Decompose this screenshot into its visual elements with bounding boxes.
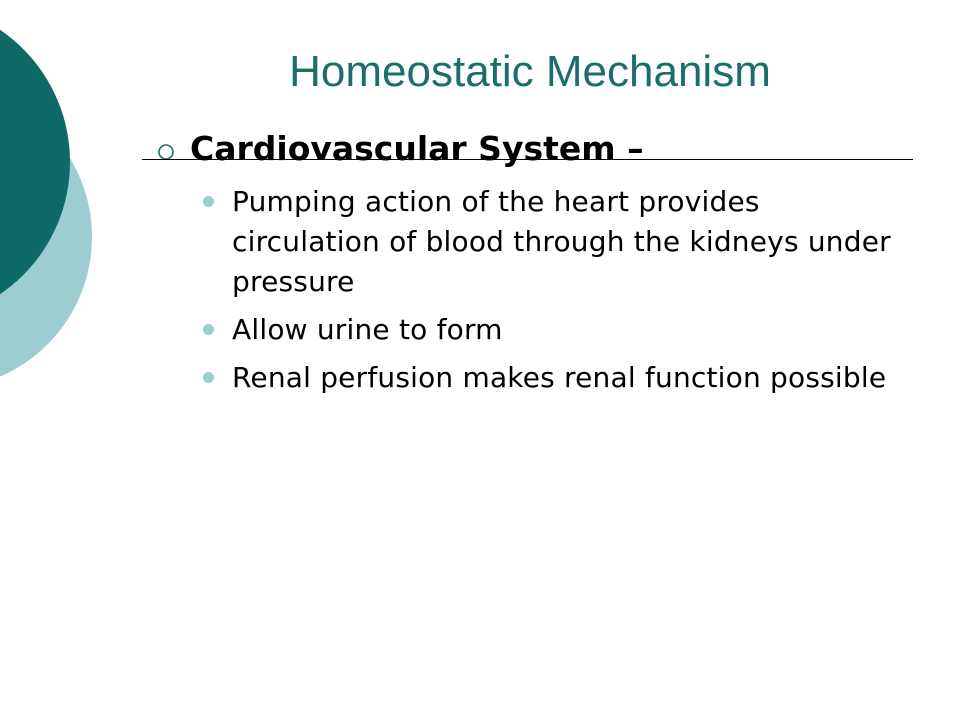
list-item (200, 310, 900, 350)
list-item (200, 182, 900, 302)
decorative-circles (0, 0, 120, 400)
sub-bullet-list (200, 182, 900, 406)
list-item (200, 358, 900, 398)
sub-bullet-text: Renal perfusion makes renal function possible (232, 361, 887, 394)
sub-bullet-text: Pumping action of the heart provides circulation of blood through the kidneys under pressure (232, 185, 891, 298)
heading-underline (142, 159, 913, 160)
bullet-dot-icon (203, 372, 214, 383)
bullet-dot-icon (203, 324, 214, 335)
sub-bullet-text: Allow urine to form (232, 313, 503, 346)
main-bullet-heading: Cardiovascular System – (190, 129, 644, 168)
slide-title: Homeostatic Mechanism (289, 47, 771, 96)
bullet-dot-icon (203, 196, 214, 207)
hollow-circle-bullet-icon (156, 142, 178, 164)
